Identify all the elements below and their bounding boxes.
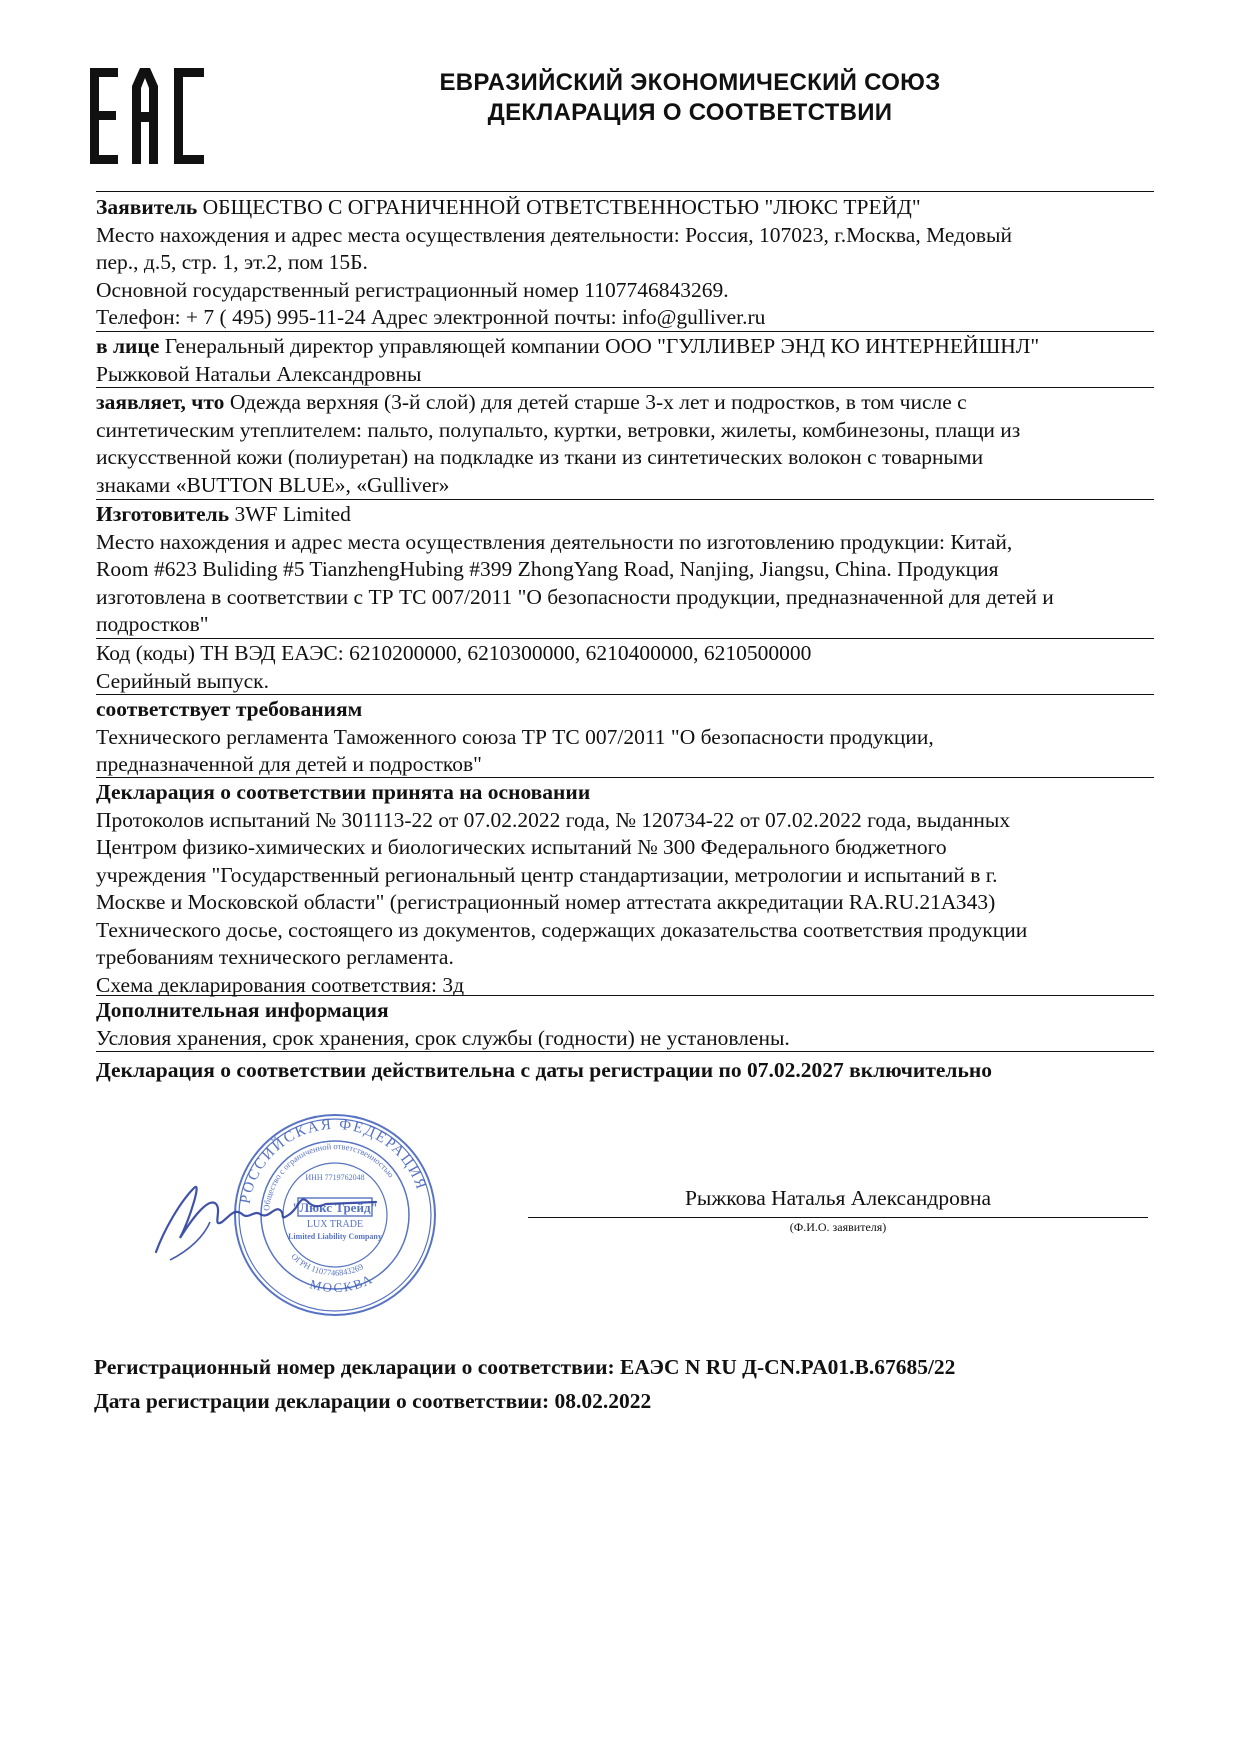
representative-line-2: Рыжковой Натальи Александровны bbox=[96, 361, 422, 386]
signer-name: Рыжкова Наталья Александровна bbox=[684, 1186, 992, 1210]
applicant-section bbox=[96, 194, 1154, 332]
declares-section bbox=[96, 389, 1154, 499]
registration-date: Дата регистрации декларации о соответствии: 08.02.2022 bbox=[94, 1389, 652, 1413]
basis-line-2: Центром физико-химических и биологических испытаний № 300 Федерального бюджетного bbox=[96, 835, 947, 859]
validity-statement: Декларация о соответствии действительна с даты регистрации по 07.02.2027 включительно bbox=[96, 1058, 992, 1082]
manufacturer-label: Изготовитель bbox=[96, 502, 230, 526]
basis-line-4: Москве и Московской области" (регистрационный номер аттестата аккредитации RA.RU.21АЗ43) bbox=[96, 890, 996, 914]
declares-label: заявляет, что bbox=[96, 390, 225, 414]
applicant-label: Заявитель bbox=[96, 195, 198, 219]
rule bbox=[96, 499, 1154, 500]
basis-label: Декларация о соответствии принята на основании bbox=[96, 780, 591, 804]
declares-line-4: знаками «BUTTON BLUE», «Gulliver» bbox=[96, 472, 450, 497]
representative-section bbox=[96, 333, 1154, 388]
header-title: ДЕКЛАРАЦИЯ О СООТВЕТСТВИИ bbox=[487, 99, 893, 126]
basis-line-1: Протоколов испытаний № 301113-22 от 07.02.2022 года, № 120734-22 от 07.02.2022 года, выданных bbox=[96, 807, 1011, 832]
seal-name-en: LUX TRADE bbox=[306, 1219, 364, 1230]
manufacturer-line-4: подростков" bbox=[96, 612, 209, 636]
signature-line bbox=[528, 1217, 1148, 1218]
tnved-codes: Код (коды) ТН ВЭД ЕАЭС: 6210200000, 6210300000, 6210400000, 6210500000 bbox=[96, 641, 812, 665]
document-header bbox=[330, 68, 1050, 128]
additional-label: Дополнительная информация bbox=[96, 998, 389, 1022]
seal-inn: ИНН 7719762048 bbox=[305, 1173, 365, 1182]
serial-release: Серийный выпуск. bbox=[96, 668, 269, 693]
conforms-line-2: предназначенной для детей и подростков" bbox=[96, 752, 482, 776]
additional-section bbox=[96, 997, 1154, 1052]
seal-outer-top: РОССИЙСКАЯ ФЕДЕРАЦИЯ bbox=[237, 1116, 430, 1205]
conforms-label: соответствует требованиям bbox=[96, 697, 363, 721]
basis-line-7: Схема декларирования соответствия: 3д bbox=[96, 972, 465, 997]
manufacturer-section bbox=[96, 501, 1154, 639]
basis-line-3: учреждения "Государственный региональный центр стандартизации, метрологии и испытаний в г. bbox=[96, 862, 998, 887]
applicant-address-1: Место нахождения и адрес места осуществления деятельности: Россия, 107023, г.Москва, Медовый bbox=[96, 222, 1012, 247]
basis-line-5: Технического досье, состоящего из документов, содержащих доказательства соответствия продукции bbox=[96, 917, 1028, 942]
basis-section bbox=[96, 779, 1154, 999]
codes-section bbox=[96, 640, 1154, 695]
conforms-section bbox=[96, 696, 1154, 779]
basis-line-6: требованиям технического регламента. bbox=[96, 945, 454, 969]
rule bbox=[96, 191, 1154, 192]
svg-text:ОГРН 1107746843269 bbox=[289, 1251, 364, 1277]
rule bbox=[96, 777, 1154, 778]
seal-outer-bottom: МОСКВА bbox=[308, 1270, 376, 1296]
declares-line-1: Одежда верхняя (3-й слой) для детей старше 3-х лет и подростков, в том числе с bbox=[224, 390, 967, 414]
eac-logo bbox=[88, 66, 208, 166]
additional-line-1: Условия хранения, срок хранения, срок службы (годности) не установлены. bbox=[96, 1025, 790, 1050]
applicant-address-2: пер., д.5, стр. 1, эт.2, пом 15Б. bbox=[96, 250, 368, 274]
manufacturer-line-2: Room #623 Buliding #5 TianzhengHubing #399 ZhongYang Road, Nanjing, Jiangsu, China. Продукция bbox=[96, 557, 999, 581]
representative-label: в лице bbox=[96, 334, 160, 358]
manufacturer-line-3: изготовлена в соответствии с ТР ТС 007/2011 "О безопасности продукции, предназначенной для детей и bbox=[96, 584, 1054, 609]
seal-inner-bottom: ОГРН 1107746843269 bbox=[289, 1251, 365, 1278]
rule bbox=[96, 387, 1154, 388]
declares-line-2: синтетическим утеплителем: пальто, полупальто, куртки, ветровки, жилеты, комбинезоны, плащи из bbox=[96, 417, 1021, 442]
seal-name-en2: Limited Liability Company bbox=[288, 1232, 382, 1241]
rule bbox=[96, 331, 1154, 332]
declares-line-3: искусственной кожи (полиуретан) на подкладке из ткани из синтетических волокон с товарными bbox=[96, 445, 984, 469]
applicant-ogrn: Основной государственный регистрационный номер 1107746843269. bbox=[96, 277, 729, 302]
rule bbox=[96, 694, 1154, 695]
conforms-line-1: Технического регламента Таможенного союза ТР ТС 007/2011 "О безопасности продукции, bbox=[96, 724, 934, 749]
rule bbox=[96, 1051, 1154, 1052]
manufacturer-line-1: Место нахождения и адрес места осуществления деятельности по изготовлению продукции: Китай, bbox=[96, 529, 1013, 554]
seal-inner-top: Общество с ограниченной ответственностью bbox=[261, 1140, 397, 1212]
registration-number: Регистрационный номер декларации о соответствии: ЕАЭС N RU Д-CN.PA01.B.67685/22 bbox=[94, 1355, 956, 1379]
rule bbox=[96, 995, 1154, 996]
applicant-contacts: Телефон: + 7 ( 495) 995-11-24 Адрес электронной почты: info@gulliver.ru bbox=[96, 305, 766, 329]
signer-caption: (Ф.И.О. заявителя) bbox=[789, 1220, 887, 1234]
rule bbox=[96, 638, 1154, 639]
applicant-name: ОБЩЕСТВО С ОГРАНИЧЕННОЙ ОТВЕТСТВЕННОСТЬЮ "ЛЮКС ТРЕЙД" bbox=[197, 195, 921, 219]
company-seal-icon bbox=[150, 1110, 440, 1320]
manufacturer-name: 3WF Limited bbox=[229, 502, 351, 526]
header-union: ЕВРАЗИЙСКИЙ ЭКОНОМИЧЕСКИЙ СОЮЗ bbox=[439, 69, 941, 96]
seal-name-ru: "Люкс Трейд" bbox=[292, 1200, 378, 1215]
representative-line-1: Генеральный директор управляющей компании ООО "ГУЛЛИВЕР ЭНД КО ИНТЕРНЕЙШНЛ" bbox=[159, 334, 1040, 358]
